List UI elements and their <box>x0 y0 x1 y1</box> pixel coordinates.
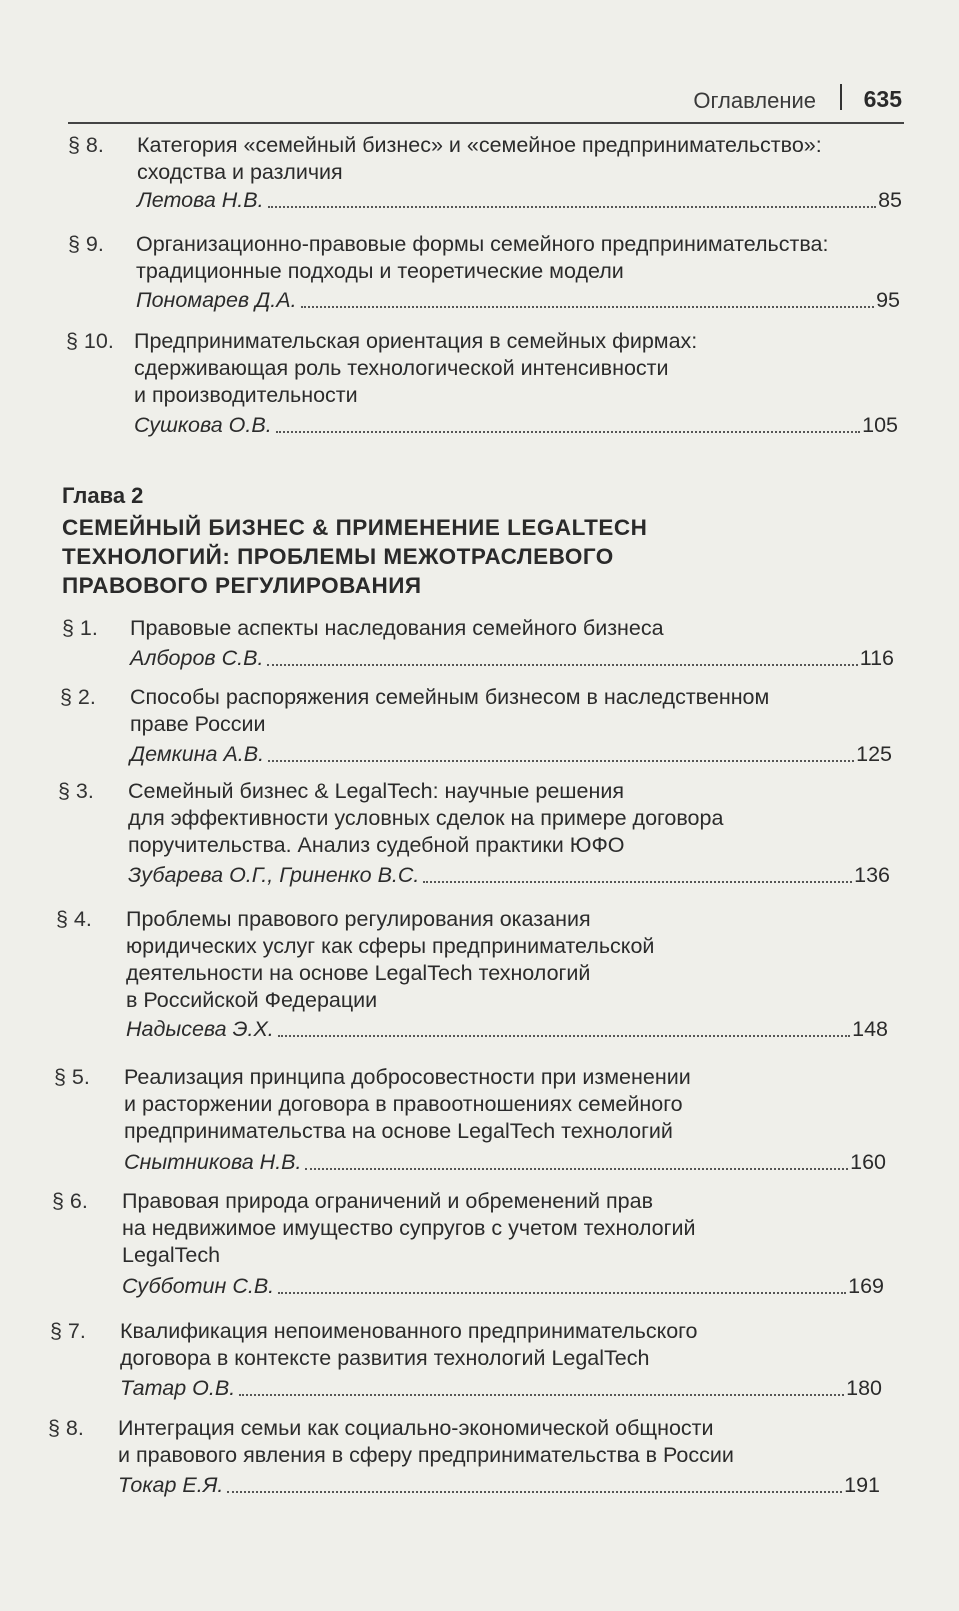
author-line <box>120 1375 882 1402</box>
section-number: § 4. <box>56 907 92 931</box>
toc-entry[interactable] <box>68 231 900 314</box>
toc-entry[interactable] <box>54 1064 886 1176</box>
author-name: Татар О.В. <box>120 1376 236 1400</box>
page-reference[interactable]: 105 <box>862 413 898 437</box>
page-reference[interactable]: 160 <box>850 1150 886 1174</box>
dot-leader <box>301 306 875 308</box>
section-number: § 1. <box>62 616 98 640</box>
toc-entry[interactable] <box>58 778 890 889</box>
dot-leader <box>227 1491 842 1493</box>
chapter-label: Глава 2 <box>62 483 144 508</box>
section-title-line: Семейный бизнес & LegalTech: научные решения <box>128 779 625 803</box>
author-line <box>126 1016 888 1043</box>
author-name: Зубарева О.Г., Гриненко В.С. <box>128 863 420 887</box>
header-divider <box>840 84 842 110</box>
section-title-line: Проблемы правового регулирования оказания <box>126 907 591 931</box>
dot-leader <box>305 1168 848 1170</box>
section-title <box>137 132 822 186</box>
running-header <box>68 84 904 124</box>
section-title-line: и расторжении договора в правоотношениях семейного <box>124 1092 683 1116</box>
toc-entry[interactable] <box>62 615 894 672</box>
section-title <box>128 778 723 859</box>
chapter-title-line: ТЕХНОЛОГИЙ: ПРОБЛЕМЫ МЕЖОТРАСЛЕВОГО <box>62 544 614 569</box>
section-title-line: сдерживающая роль технологической интенсивности <box>134 356 669 380</box>
author-name: Пономарев Д.А. <box>136 288 297 312</box>
chapter-title-line: ПРАВОВОГО РЕГУЛИРОВАНИЯ <box>62 573 422 598</box>
page-reference[interactable]: 85 <box>878 188 902 212</box>
section-title-line: сходства и различия <box>137 160 343 184</box>
author-line <box>130 645 894 672</box>
section-number: § 6. <box>52 1189 88 1213</box>
section-title-line: Категория «семейный бизнес» и «семейное предпринимательство»: <box>137 133 822 157</box>
section-title-line: на недвижимое имущество супругов с учетом технологий <box>122 1216 696 1240</box>
section-title-line: Способы распоряжения семейным бизнесом в наследственном <box>130 685 770 709</box>
section-number: § 2. <box>60 685 96 709</box>
header-section-title: Оглавление <box>693 88 816 113</box>
toc-entry[interactable] <box>56 906 888 1043</box>
author-name: Субботин С.В. <box>122 1274 275 1298</box>
section-title-line: Реализация принципа добросовестности при изменении <box>124 1065 691 1089</box>
section-number: § 8. <box>68 133 104 157</box>
section-title-line: Организационно-правовые формы семейного предпринимательства: <box>136 232 829 256</box>
section-title-line: в Российской Федерации <box>126 988 378 1012</box>
author-line <box>134 412 898 439</box>
page-reference[interactable]: 148 <box>852 1017 888 1041</box>
section-title <box>120 1318 698 1372</box>
section-title-line: поручительства. Анализ судебной практики ЮФО <box>128 833 625 857</box>
section-title-line: для эффективности условных сделок на примере договора <box>128 806 724 830</box>
section-title <box>136 231 828 285</box>
author-line <box>122 1273 884 1300</box>
page-reference[interactable]: 95 <box>876 288 900 312</box>
section-title-line: Правовая природа ограничений и обременений прав <box>122 1189 653 1213</box>
toc-entry[interactable] <box>60 684 892 768</box>
section-number: § 9. <box>68 232 104 256</box>
dot-leader <box>278 1292 846 1294</box>
section-title-line: деятельности на основе LegalTech технологий <box>126 961 591 985</box>
section-title <box>118 1415 734 1469</box>
section-number: § 7. <box>50 1319 86 1343</box>
author-line <box>137 187 902 214</box>
section-title <box>124 1064 691 1145</box>
section-title-line: LegalTech <box>122 1243 221 1267</box>
dot-leader <box>268 760 854 762</box>
page-reference[interactable]: 125 <box>856 742 892 766</box>
toc-entry[interactable] <box>66 328 898 439</box>
section-title-line: предпринимательства на основе LegalTech технологий <box>124 1119 673 1143</box>
chapter-heading <box>62 483 647 600</box>
author-name: Алборов С.В. <box>130 646 264 670</box>
toc-entry[interactable] <box>52 1188 884 1300</box>
section-title-line: Интеграция семьи как социально-экономической общности <box>118 1416 714 1440</box>
author-name: Токар Е.Я. <box>118 1473 224 1497</box>
section-title <box>130 684 769 738</box>
page-reference[interactable]: 180 <box>846 1376 882 1400</box>
section-title <box>126 906 654 1014</box>
dot-leader <box>268 206 877 208</box>
section-title-line: договора в контексте развития технологий LegalTech <box>120 1346 650 1370</box>
section-number: § 3. <box>58 779 94 803</box>
author-name: Снытникова Н.В. <box>124 1150 302 1174</box>
section-title-line: Квалификация непоименованного предпринимательского <box>120 1319 698 1343</box>
author-name: Демкина А.В. <box>130 742 265 766</box>
toc-entry[interactable] <box>68 132 902 214</box>
dot-leader <box>239 1394 844 1396</box>
chapter-title <box>62 513 647 600</box>
page-reference[interactable]: 116 <box>859 646 894 670</box>
author-line <box>130 741 892 768</box>
dot-leader <box>278 1035 850 1037</box>
section-title-line: юридических услуг как сферы предпринимательской <box>126 934 655 958</box>
dot-leader <box>423 881 852 883</box>
section-number: § 5. <box>54 1065 90 1089</box>
section-title-line: праве России <box>130 712 266 736</box>
section-title <box>134 328 697 409</box>
author-line <box>118 1472 880 1499</box>
author-line <box>124 1149 886 1176</box>
section-title-line: и производительности <box>134 383 358 407</box>
author-line <box>136 287 900 314</box>
section-number: § 8. <box>48 1416 84 1440</box>
section-title-line: Правовые аспекты наследования семейного бизнеса <box>130 616 664 640</box>
dot-leader <box>276 431 860 433</box>
page-reference[interactable]: 191 <box>844 1473 880 1497</box>
section-title-line: традиционные подходы и теоретические модели <box>136 259 624 283</box>
author-name: Летова Н.В. <box>137 188 264 212</box>
section-title <box>130 615 664 642</box>
author-line <box>128 862 890 889</box>
header-page-number: 635 <box>863 86 902 112</box>
toc-entry[interactable] <box>50 1318 882 1402</box>
author-name: Сушкова О.В. <box>134 413 272 437</box>
page-reference[interactable]: 136 <box>854 863 890 887</box>
section-title-line: и правового явления в сферу предпринимательства в России <box>118 1443 734 1467</box>
section-title-line: Предпринимательская ориентация в семейных фирмах: <box>134 329 698 353</box>
section-number: § 10. <box>66 329 114 353</box>
dot-leader <box>267 664 857 666</box>
chapter-title-line: СЕМЕЙНЫЙ БИЗНЕС & ПРИМЕНЕНИЕ LEGALTECH <box>62 515 648 540</box>
page-reference[interactable]: 169 <box>848 1274 884 1298</box>
section-title <box>122 1188 695 1269</box>
toc-entry[interactable] <box>48 1415 880 1499</box>
author-name: Надысева Э.Х. <box>126 1017 274 1041</box>
